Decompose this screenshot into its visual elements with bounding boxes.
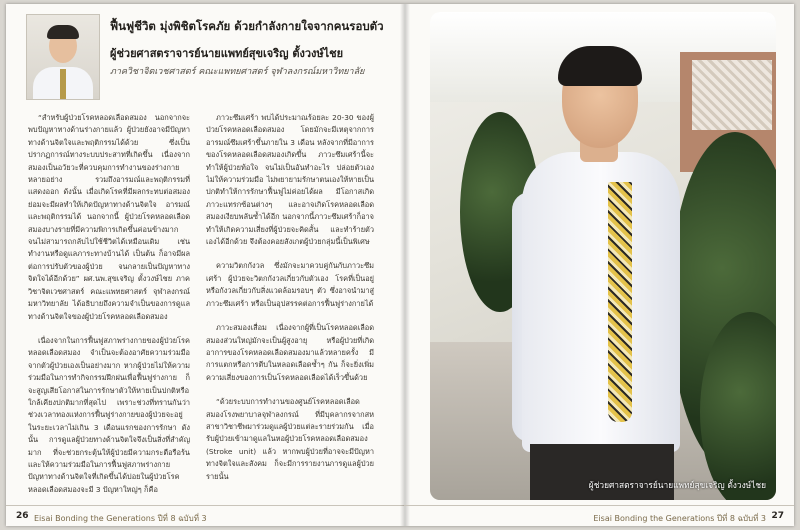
left-page-footer [6,505,404,526]
feature-photo [430,12,776,500]
paragraph: ภาวะสมองเสื่อม เนื่องจากผู้ที่เป็นโรคหลอดเลือดสมองส่วนใหญ่มักจะเป็นผู้สูงอายุ หรือผู้ป่วยที่เกิดอาการของโรคหลอดเลือดสมองมาแล้วหลายครั้ง มีการแตกหรือการตีบในหลอดเลือดซ้ำๆ กัน ก็จะยิ่งเพิ่มความเสี่ยงของการเป็นโรคหลอดเลือดได้เร็วขึ้นด้วย [206,323,374,382]
paragraph: “สำหรับผู้ป่วยโรคหลอดเลือดสมอง นอกจากจะพบปัญหาทางด้านร่างกายแล้ว ผู้ป่วยยังอาจมีปัญหาทางด้านจิตใจและพฤติกรรมได้ด้วย ซึ่งเป็นปรากฏการณ์ทางระบบประสาทที่เกิดขึ้น เนื่องจากสมองเป็นอวัยวะที่ควบคุมการทำงานของร่างกายหลายอย่าง รวมถึงอารมณ์และพฤติกรรมที่แสดงออก ดังนั้น เมื่อเกิดโรคที่มีผลกระทบต่อสมอง ย่อมจะมีผลทำให้เกิดปัญหาทางด้านจิตใจ อารมณ์ และพฤติกรรมได้ นอกจากนี้ ผู้ป่วยโรคหลอดเลือดสมองบางรายที่มีความพิการเกิดขึ้นค่อนข้างมาก จนไม่สามารถกลับไปใช้ชีวิตได้เหมือนเดิม เช่น ทำงานหรือดูแลภาระทางบ้านได้ เป็นต้น ก็อาจมีผลต่อการปรับตัวของผู้ป่วย จนกลายเป็นปัญหาทางจิตใจได้อีกด้วย” ผศ.นพ.สุขเจริญ ตั้งวงษ์ไชย ภาควิชาจิตเวชศาสตร์ คณะแพทยศาสตร์ จุฬาลงกรณ์มหาวิทยาลัย ได้อธิบายถึงความจำเป็นของการดูแลทางด้านจิตใจของผู้ป่วยโรคหลอดเลือดสมอง [28,113,190,321]
paragraph: ความวิตกกังวล ซึ่งมักจะมาควบคู่กันกับภาวะซึมเศร้า ผู้ป่วยจะวิตกกังวลเกี่ยวกับตัวเอง โรคที่เป็นอยู่ หรือกังวลเกี่ยวกับสิ่งแวดล้อมรอบๆ ตัว ซึ่งอาจนำมาสู่ภาวะซึมเศร้า หรือเป็นอุปสรรคต่อการฟื้นฟูร่างกายได้ [206,261,374,308]
magazine-spread [6,4,794,526]
text-column-2 [206,112,374,504]
magazine-info: Eisai Bonding the Generations ปีที่ 8 ฉบับที่ 3 [593,514,766,523]
paragraph: “ด้วยระบบการทำงานของศูนย์โรคหลอดเลือดสมองโรงพยาบาลจุฬาลงกรณ์ ที่มีบุคลากรจากสหสาขาวิชาชีพมาร่วมดูแลผู้ป่วยแต่ละรายร่วมกัน เมื่อรับผู้ป่วยเข้ามาดูแลในหอผู้ป่วยโรคหลอดเลือดสมอง (Stroke unit) แล้ว หากพบผู้ป่วยที่อาจจะมีปัญหาทางจิตใจและสังคม ก็จะมีการรายงานการดูแลผู้ป่วยรายนั้น [206,397,374,481]
author-name: ผู้ช่วยศาสตราจารย์นายแพทย์สุขเจริญ ตั้งวงษ์ไชย [110,47,344,60]
paragraph: ภาวะซึมเศร้า พบได้ประมาณร้อยละ 20-30 ของผู้ป่วยโรคหลอดเลือดสมอง โดยมักจะมีเหตุจากการอารมณ์ซึมเศร้าขึ้นภายใน 3 เดือน หลังจากที่มีอาการของโรคหลอดเลือดสมองเกิดขึ้น ภาวะซึมเศร้านี้จะทำให้ผู้ป่วยท้อใจ จนไม่เป็นอันทำอะไร ปล่อยตัวเอง ไม่ให้ความร่วมมือ ไม่พยายามรักษาตนเองให้หายเป็นปกติทำให้การรักษาฟื้นฟูไม่ค่อยได้ผล มีโอกาสเกิดภาวะแทรกซ้อนต่างๆ และอาจเกิดโรคหลอดเลือดสมองเงียบพลันซ้ำได้อีก นอกจากนี้ภาวะซึมเศร้าก็อาจทำให้เกิดความเสี่ยงที่ผู้ป่วยจะคิดสั้น และทำร้ายตัวเองได้อีกด้วย จึงต้องคอยสังเกตผู้ป่วยกลุ่มนี้เป็นพิเศษ [206,113,374,247]
paragraph: เนื่องจากในการฟื้นฟูสภาพร่างกายของผู้ป่วยโรคหลอดเลือดสมอง จำเป็นจะต้องอาศัยความร่วมมือจากตัวผู้ป่วยเองเป็นอย่างมาก หากผู้ป่วยไม่ให้ความร่วมมือในการทำกิจกรรมฝึกฝนเพื่อฟื้นฟูร่างกาย ก็จะสูญเสียโอกาสในการรักษาตัวให้หายเป็นปกติหรือใกล้เคียงปกติมากที่สุดไป เพราะช่วงที่ทรานกันว่าช่วงเวลาทองแห่งการฟื้นฟูร่างกายของผู้ป่วยจะอยู่ในระยะเวลาไม่เกิน 3 เดือนแรกของการรักษา ดังนั้น การดูแลผู้ป่วยทางด้านจิตใจจึงเป็นสิ่งที่สำคัญมาก ที่จะช่วยกระตุ้นให้ผู้ป่วยมีความกระตือรือร้นและให้ความร่วมมือในการฟื้นฟูสภาพร่างกาย ปัญหาทางด้านจิตใจที่เกิดขึ้นได้บ่อยในผู้ป่วยโรคหลอดเลือดสมองจะมี 3 ปัญหาใหญ่ๆ ก็คือ [28,335,190,494]
page-number: 27 [771,511,784,521]
magazine-info: Eisai Bonding the Generations ปีที่ 8 ฉบับที่ 3 [34,514,207,523]
right-page [404,4,794,526]
left-page [6,4,404,526]
photo-man-shirt [522,152,680,452]
photo-man-hair [558,46,642,86]
photo-man-tie [608,182,632,422]
photo-lattice [692,60,772,130]
author-affiliation: ภาควิชาจิตเวชศาสตร์ คณะแพทยศาสตร์ จุฬาลงกรณ์มหาวิทยาลัย [110,67,365,77]
author-portrait [26,14,100,100]
portrait-hair [47,25,79,39]
text-column-1 [28,112,190,504]
page-number: 26 [16,511,29,521]
right-page-footer [404,505,794,526]
article-headline: ฟื้นฟูชีวิต มุ่งพิชิตโรคภัย ด้วยกำลังกายใจจากคนรอบตัว [110,19,384,33]
photo-caption: ผู้ช่วยศาสตราจารย์นายแพทย์สุขเจริญ ตั้งวงษ์ไชย [588,480,766,490]
portrait-tie [60,69,66,99]
